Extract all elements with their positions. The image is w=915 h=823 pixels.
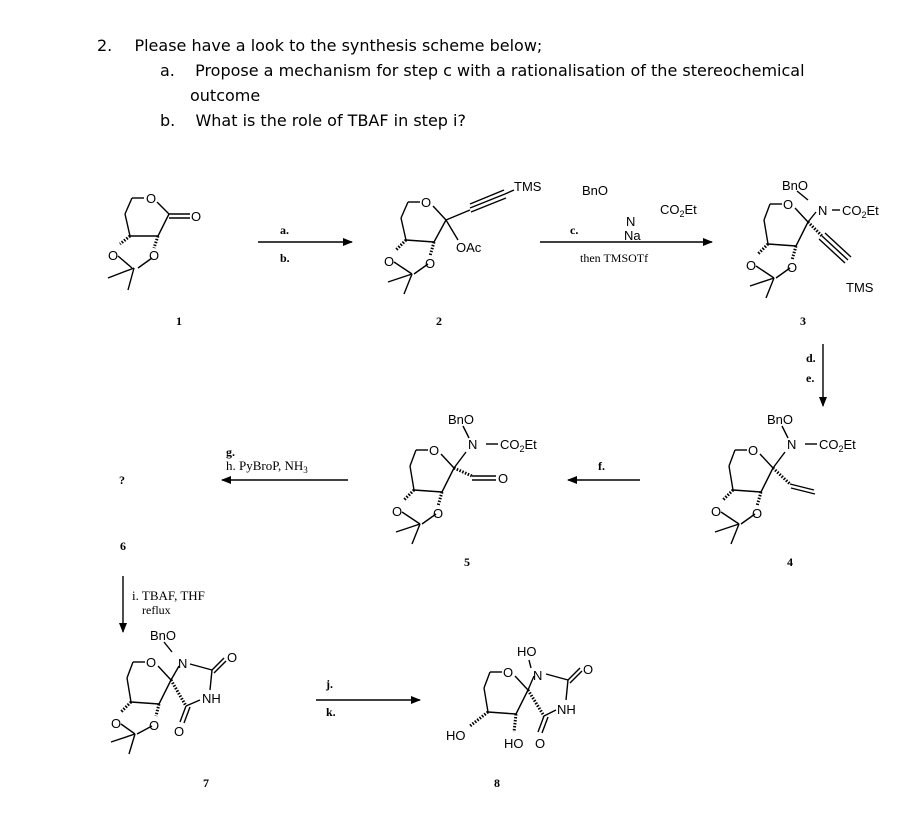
c4-bno: BnO [767,412,794,427]
part-a-marker: a. [160,61,175,80]
c5-ring-o: O [429,443,440,458]
question-intro: Please have a look to the synthesis scheme below; [134,36,543,55]
condition-b: b. [280,251,290,265]
c2-o-right: O [425,256,436,271]
condition-d: d. [806,351,816,365]
c3-n: N [818,203,828,218]
unknown-product-label: ? [119,473,125,487]
condition-k: k. [326,705,336,719]
c8-ho-bottom: HO [504,736,524,751]
c1-o-left: O [108,248,119,263]
condition-f: f. [598,459,605,473]
condition-i-line1: i. TBAF, THF [132,588,205,603]
condition-c: c. [570,223,579,237]
c3-o-right: O [787,260,798,275]
compound-8-structure [470,660,582,733]
c5-co2et: $CO_2Et$ [500,437,537,454]
c5-aldehyde-o: O [498,471,509,486]
compound-6-label: 6 [120,539,126,553]
c3-bno: BnO [782,178,809,193]
compound-4-structure [715,426,817,544]
c8-ho-top: HO [517,644,537,659]
condition-i-line2: reflux [142,603,171,617]
c7-o-right: O [149,718,160,733]
c5-o-right: O [433,506,444,521]
c2-ring-o: O [421,195,432,210]
compound-5-label: 5 [464,555,470,569]
condition-e: e. [806,371,815,385]
c4-o-right: O [752,506,763,521]
condition-j: j. [326,677,333,691]
compound-7-label: 7 [203,776,209,790]
c4-co2et: $CO_2Et$ [819,437,856,454]
condition-h: h. PyBroP, $NH_3$ [226,458,308,475]
compound-2-label: 2 [436,314,442,328]
compound-3-structure [750,191,851,298]
c8-n: N [533,668,543,683]
c8-nh: NH [557,702,576,717]
reagent-bno: BnO [582,183,609,198]
c1-ring-o: O [146,191,157,206]
question-line-a2: outcome [190,86,261,105]
c7-o-left: O [111,716,122,731]
c7-bno: BnO [150,628,177,643]
compound-1-label: 1 [176,314,182,328]
c8-ring-o: O [503,665,514,680]
c7-ring-o: O [146,655,157,670]
c5-o-left: O [392,504,403,519]
c7-n: N [178,656,188,671]
c4-ring-o: O [748,443,759,458]
condition-then-tmsotf: then TMSOTf [580,251,649,265]
c5-bno: BnO [448,412,475,427]
reagent-co2et: $CO_2Et$ [660,202,697,219]
c3-tms: TMS [846,280,874,295]
part-b-marker: b. [160,111,176,130]
compound-5-structure [396,426,498,544]
c7-nh: NH [202,691,221,706]
c8-amide-o: O [535,736,546,751]
condition-a: a. [280,223,289,237]
part-b-text: What is the role of TBAF in step i? [195,111,466,130]
c2-o-left: O [384,254,395,269]
c1-o-right: O [149,248,160,263]
c8-urea-o: O [583,662,594,677]
reagent-na: Na [624,228,641,243]
condition-g: g. [226,445,235,459]
compound-1-structure [108,198,190,290]
c7-amide-o: O [174,724,185,739]
c3-o-left: O [746,258,757,273]
reagent-n: N [626,214,636,229]
c7-urea-o: O [227,650,238,665]
c3-co2et: $CO_2Et$ [842,203,879,220]
c5-n: N [468,437,478,452]
c4-o-left: O [711,504,722,519]
compound-4-label: 4 [787,555,793,569]
compound-2-structure [388,190,514,294]
c1-carbonyl-o: O [191,209,202,224]
question-number: 2. [97,36,113,55]
c2-oac: OAc [456,240,482,255]
c3-ring-o: O [783,197,794,212]
c8-ho-left: HO [446,728,466,743]
c4-n: N [787,437,797,452]
compound-8-label: 8 [494,776,500,790]
part-a-text: Propose a mechanism for step c with a rationalisation of the stereochemical [195,61,805,80]
c2-tms: TMS [514,179,542,194]
compound-3-label: 3 [800,314,806,328]
